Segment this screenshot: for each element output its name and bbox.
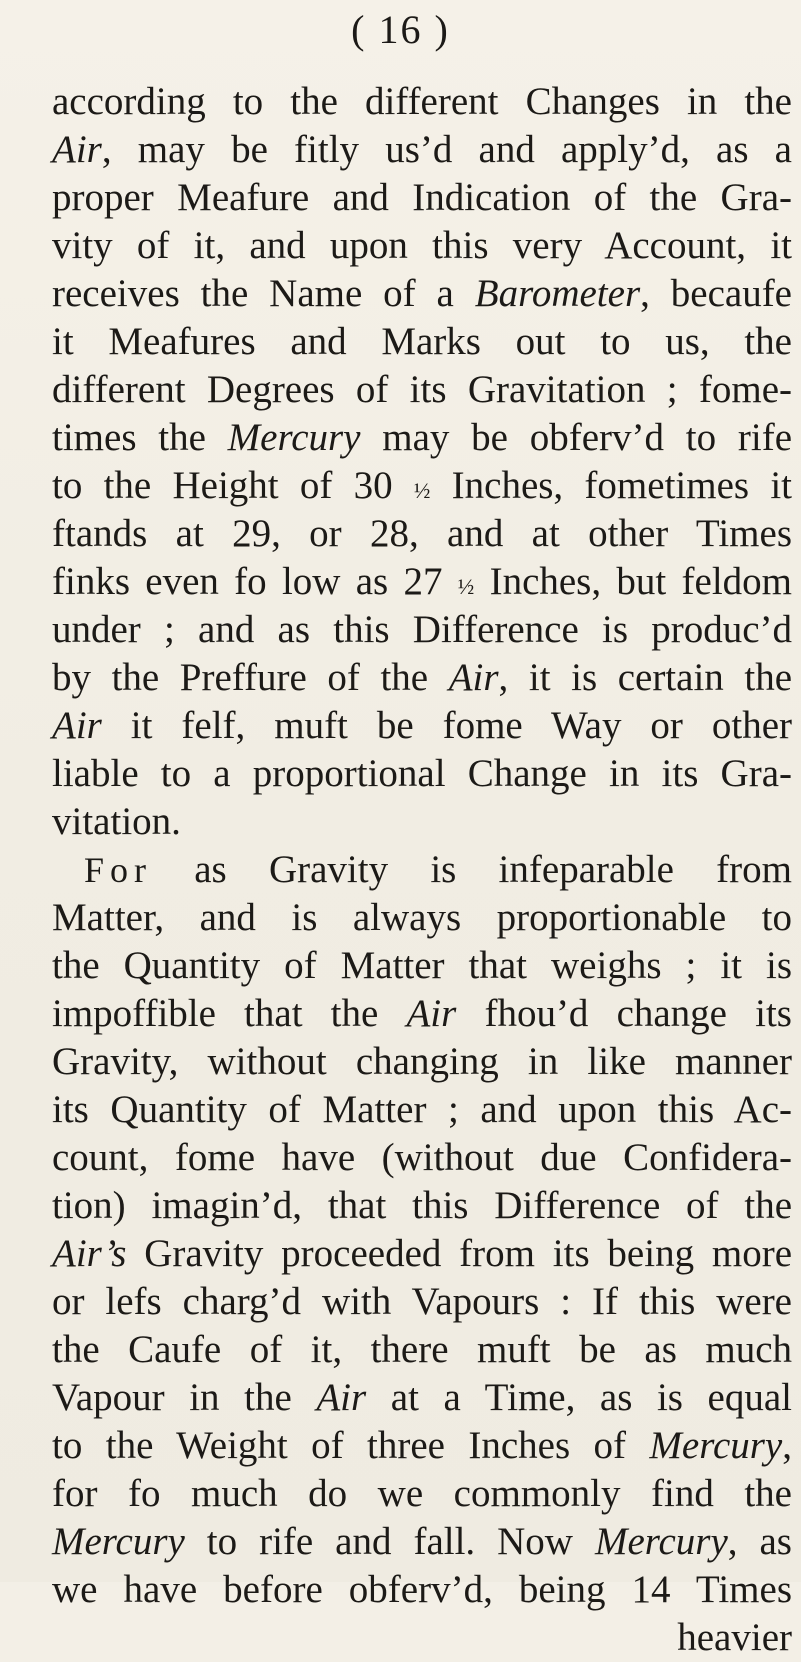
italic-word: Air <box>406 992 457 1035</box>
text-run: according to the different Changes in the <box>52 80 792 123</box>
text-line <box>52 1326 792 1374</box>
text-line <box>52 174 792 222</box>
page-number: ( 16 ) <box>351 7 450 52</box>
text-run: liable to a proportional Change in its Gra- <box>52 752 792 795</box>
text-line <box>52 222 792 270</box>
italic-word: Air <box>52 128 102 171</box>
text-run: finks even fo low as 27 <box>52 560 458 603</box>
text-run: fhou’d change its <box>456 992 792 1035</box>
text-run: tion) imagin’d, that this Difference of the <box>52 1184 792 1227</box>
text-line <box>52 126 792 174</box>
text-run: impoffible that the <box>52 992 407 1035</box>
text-line <box>52 1566 792 1614</box>
text-run: the Caufe of it, there muft be as much <box>52 1328 792 1371</box>
text-line <box>52 1422 792 1470</box>
text-run: or lefs charg’d with Vapours : If this were <box>52 1280 792 1323</box>
text-line <box>52 1182 792 1230</box>
text-run: ftands at 29, or 28, and at other Times <box>52 512 792 555</box>
fraction: ½ <box>457 574 475 599</box>
text-run: vity of it, and upon this very Account, it <box>52 224 792 267</box>
text-line <box>52 846 792 894</box>
text-line <box>52 414 792 462</box>
text-line <box>52 270 792 318</box>
text-line <box>52 462 792 510</box>
text-line <box>52 750 792 798</box>
italic-word: Barometer <box>474 272 641 315</box>
text-line <box>52 798 792 846</box>
text-run: Matter, and is always proportionable to <box>52 896 792 939</box>
text-run: , as <box>727 1520 792 1563</box>
text-run: Gravity proceeded from its being more <box>126 1232 792 1275</box>
text-line <box>52 1086 792 1134</box>
text-run: the Quantity of Matter that weighs ; it is <box>52 944 792 987</box>
text-run: vitation. <box>52 800 181 843</box>
text-run: For <box>84 850 153 890</box>
text-run: receives the Name of a <box>52 272 475 315</box>
text-line <box>52 1278 792 1326</box>
text-run: Vapour in the <box>52 1376 317 1419</box>
text-line <box>52 318 792 366</box>
text-run: different Degrees of its Gravitation ; fome- <box>52 368 792 411</box>
text-line <box>52 1518 792 1566</box>
italic-word: Mercury <box>227 416 361 459</box>
italic-word: Air <box>52 704 102 747</box>
text-run: we have before obferv’d, being 14 Times <box>52 1568 792 1611</box>
text-line <box>52 1470 792 1518</box>
italic-word: Mercury <box>52 1520 185 1563</box>
text-run: Inches, but feldom <box>474 560 792 603</box>
text-run: for fo much do we commonly find the <box>52 1472 792 1515</box>
text-line <box>52 1230 792 1278</box>
text-run: Gravity, without changing in like manner <box>52 1040 792 1083</box>
text-run: at a Time, as is equal <box>366 1376 793 1419</box>
text-run: Inches, fometimes it <box>430 464 792 507</box>
italic-word: Mercury <box>594 1520 728 1563</box>
text-run: its Quantity of Matter ; and upon this Ac- <box>52 1088 792 1131</box>
text-run: , becaufe <box>640 272 792 315</box>
text-run: , it is certain the <box>498 656 792 699</box>
text-line <box>52 942 792 990</box>
text-run: as Gravity is infeparable from <box>152 848 792 891</box>
italic-word: Air <box>448 656 499 699</box>
fraction: ½ <box>413 478 431 503</box>
text-run: count, fome have (without due Confidera- <box>52 1136 792 1179</box>
text-run: it felf, muft be fome Way or other <box>101 704 792 747</box>
text-line <box>52 510 792 558</box>
text-run: proper Meafure and Indication of the Gra- <box>52 176 792 219</box>
text-line <box>52 366 792 414</box>
text-line <box>52 1134 792 1182</box>
text-run: may be obferv’d to rife <box>360 416 793 459</box>
text-line <box>52 1614 792 1662</box>
text-line <box>52 606 792 654</box>
text-line <box>52 894 792 942</box>
text-run: under ; and as this Difference is produc’d <box>52 608 792 651</box>
italic-word: Air’s <box>52 1232 127 1275</box>
text-line <box>52 558 792 606</box>
text-run: by the Preffure of the <box>52 656 449 699</box>
text-line <box>52 702 792 750</box>
italic-word: Mercury <box>649 1424 783 1467</box>
text-run: , may be fitly us’d and apply’d, as a <box>101 128 792 171</box>
body-text <box>52 78 792 1662</box>
text-run: times the <box>52 416 228 459</box>
text-run: , <box>782 1424 792 1467</box>
text-line <box>52 1374 792 1422</box>
text-line <box>52 654 792 702</box>
text-run: heavier <box>677 1616 792 1659</box>
text-line <box>52 990 792 1038</box>
italic-word: Air <box>316 1376 367 1419</box>
text-line <box>52 1038 792 1086</box>
text-run: it Meafures and Marks out to us, the <box>52 320 792 363</box>
text-run: to the Weight of three Inches of <box>52 1424 650 1467</box>
text-run: to rife and fall. Now <box>184 1520 595 1563</box>
text-line <box>52 78 792 126</box>
text-run: to the Height of 30 <box>52 464 414 507</box>
